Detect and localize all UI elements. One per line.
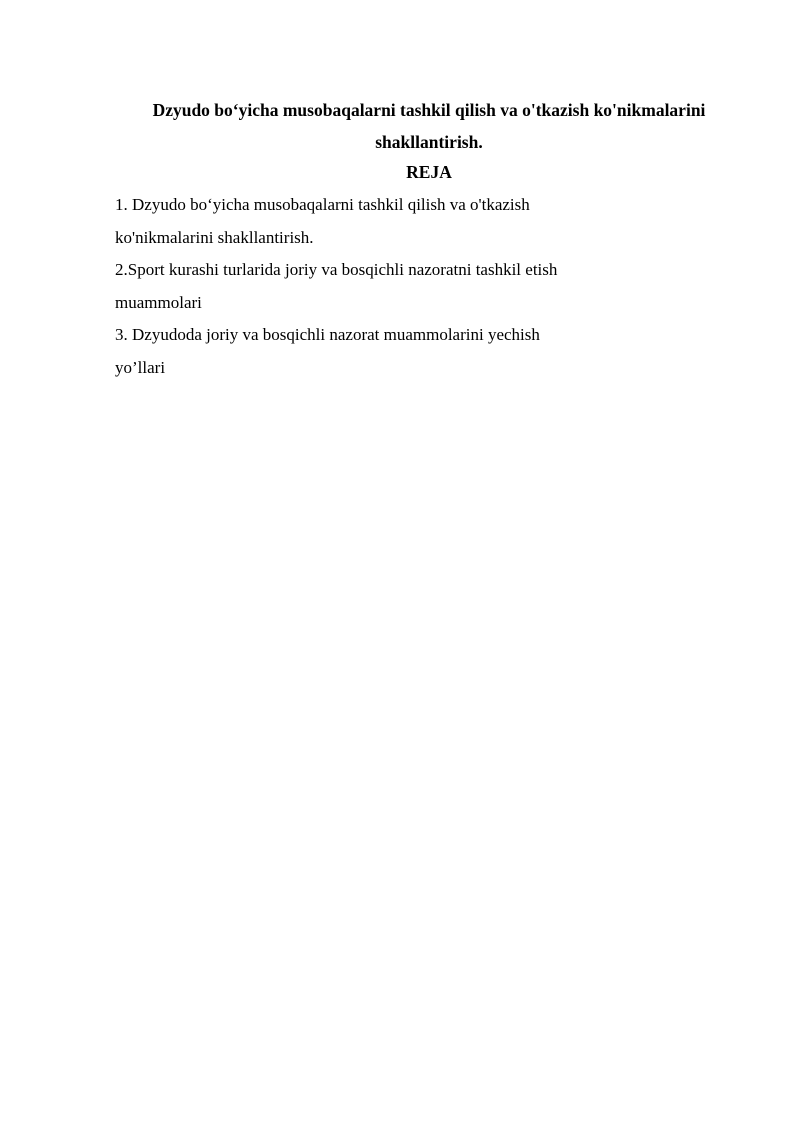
plan-item-line: 2.Sport kurashi turlarida joriy va bosqichli nazoratni tashkil etish: [115, 260, 558, 279]
plan-list: [115, 189, 675, 384]
document-title: [115, 94, 743, 158]
plan-item-line: muammolari: [115, 292, 202, 312]
title-line: Dzyudo bo‘yicha musobaqalarni tashkil qilish va o'tkazish ko'nikmalarini: [152, 100, 706, 120]
plan-item: [115, 319, 675, 384]
plan-heading: REJA: [406, 162, 452, 182]
plan-item-line: 3. Dzyudoda joriy va bosqichli nazorat muammolarini yechish: [115, 325, 540, 344]
plan-item-line: ko'nikmalarini shakllantirish.: [115, 227, 314, 247]
plan-item: [115, 254, 675, 319]
title-line: shakllantirish.: [375, 132, 483, 152]
plan-item: [115, 189, 675, 254]
plan-item-line: yo’llari: [115, 357, 166, 377]
plan-item-line: 1. Dzyudo bo‘yicha musobaqalarni tashkil qilish va o'tkazish: [115, 195, 530, 214]
